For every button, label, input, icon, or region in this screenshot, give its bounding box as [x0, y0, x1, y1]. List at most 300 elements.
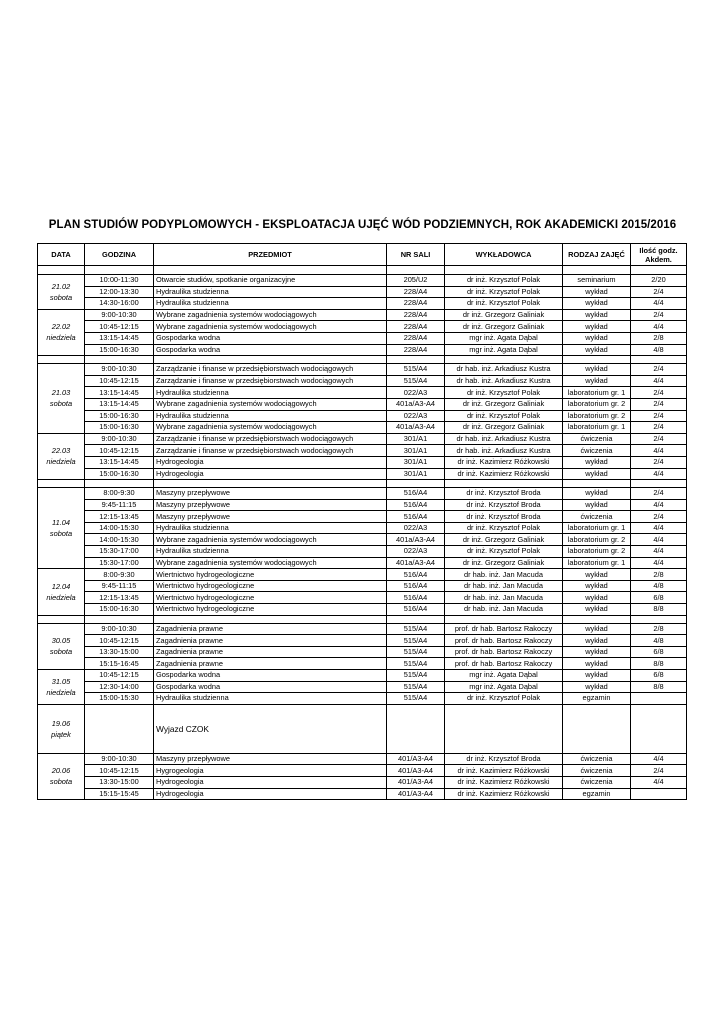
cell-wykladowca: prof. dr hab. Bartosz Rakoczy [445, 658, 563, 670]
weekday: niedziela [46, 687, 76, 697]
cell-ilosc-godzin: 4/4 [631, 375, 687, 387]
cell-godzina: 8:00-9:30 [85, 488, 154, 500]
cell-wykladowca [445, 704, 563, 753]
empty-cell [38, 356, 85, 364]
cell-wykladowca: dr hab. inż. Arkadiusz Kustra [445, 445, 563, 457]
date-cell [38, 704, 85, 753]
cell-wykladowca: dr inż. Grzegorz Galiniak [445, 422, 563, 434]
cell-nr-sali: 516/A4 [387, 569, 445, 581]
cell-godzina: 10:45-12:15 [85, 635, 154, 647]
date-cell [38, 309, 85, 355]
cell-nr-sali: 515/A4 [387, 693, 445, 705]
cell-rodzaj-zajec: wykład [563, 646, 631, 658]
weekday: niedziela [46, 333, 76, 343]
cell-wykladowca: dr hab. inż. Arkadiusz Kustra [445, 375, 563, 387]
cell-przedmiot: Hydraulika studzienna [154, 387, 387, 399]
cell-przedmiot: Gospodarka wodna [154, 344, 387, 356]
cell-wykladowca: dr inż. Grzegorz Galiniak [445, 398, 563, 410]
header-godzina: GODZINA [85, 244, 154, 266]
cell-wykladowca: dr inż. Krzysztof Polak [445, 693, 563, 705]
cell-nr-sali: 401/A3-A4 [387, 776, 445, 788]
cell-rodzaj-zajec: ćwiczenia [563, 765, 631, 777]
header-przedmiot: PRZEDMIOT [154, 244, 387, 266]
table-row [38, 364, 687, 376]
date-cell [38, 670, 85, 705]
empty-cell [445, 480, 563, 488]
date-cell [38, 364, 85, 434]
cell-ilosc-godzin: 4/4 [631, 546, 687, 558]
table-row [38, 646, 687, 658]
cell-ilosc-godzin: 6/8 [631, 646, 687, 658]
cell-przedmiot: Otwarcie studiów, spotkanie organizacyjne [154, 275, 387, 287]
cell-wykladowca: dr inż. Krzysztof Polak [445, 275, 563, 287]
cell-nr-sali: 228/A4 [387, 332, 445, 344]
weekday: niedziela [46, 457, 76, 467]
cell-ilosc-godzin: 2/4 [631, 488, 687, 500]
cell-ilosc-godzin [631, 693, 687, 705]
cell-rodzaj-zajec: wykład [563, 580, 631, 592]
cell-wykladowca: dr inż. Krzysztof Broda [445, 511, 563, 523]
cell-przedmiot: Hydraulika studzienna [154, 546, 387, 558]
cell-rodzaj-zajec: ćwiczenia [563, 433, 631, 445]
table-row [38, 387, 687, 399]
cell-godzina: 13:15-14:45 [85, 398, 154, 410]
cell-nr-sali: 401a/A3-A4 [387, 422, 445, 434]
cell-rodzaj-zajec: wykład [563, 456, 631, 468]
empty-cell [563, 615, 631, 623]
table-row [38, 398, 687, 410]
date-value: 21.02 [51, 281, 71, 291]
cell-przedmiot: Zarządzanie i finanse w przedsiębiorstwach wodociągowych [154, 433, 387, 445]
date-cell [38, 569, 85, 615]
cell-godzina: 14:30-16:00 [85, 298, 154, 310]
cell-ilosc-godzin: 2/8 [631, 623, 687, 635]
date-value: 20.06 [51, 766, 71, 776]
table-row [38, 522, 687, 534]
empty-cell [387, 480, 445, 488]
date-cell [38, 623, 85, 669]
header-row [38, 244, 687, 266]
table-row [38, 557, 687, 569]
cell-przedmiot: Zarządzanie i finanse w przedsiębiorstwach wodociągowych [154, 375, 387, 387]
cell-godzina: 15:30-17:00 [85, 557, 154, 569]
cell-rodzaj-zajec: wykład [563, 321, 631, 333]
cell-ilosc-godzin: 4/4 [631, 321, 687, 333]
cell-godzina: 10:45-12:15 [85, 321, 154, 333]
cell-przedmiot: Hydraulika studzienna [154, 693, 387, 705]
cell-ilosc-godzin: 6/8 [631, 670, 687, 682]
weekday: sobota [49, 529, 73, 539]
cell-godzina: 15:15-16:45 [85, 658, 154, 670]
cell-godzina: 12:00-13:30 [85, 286, 154, 298]
cell-rodzaj-zajec: egzamin [563, 788, 631, 800]
cell-ilosc-godzin: 2/4 [631, 765, 687, 777]
header-data: DATA [38, 244, 85, 266]
cell-wykladowca: dr inż. Krzysztof Polak [445, 286, 563, 298]
cell-rodzaj-zajec: wykład [563, 499, 631, 511]
cell-przedmiot: Wybrane zagadnienia systemów wodociągowych [154, 557, 387, 569]
cell-godzina: 13:30-15:00 [85, 646, 154, 658]
cell-nr-sali: 205/U2 [387, 275, 445, 287]
cell-godzina: 14:00-15:30 [85, 522, 154, 534]
cell-wykladowca: dr inż. Kazimierz Różkowski [445, 776, 563, 788]
cell-rodzaj-zajec: laboratorium gr. 2 [563, 546, 631, 558]
table-row [38, 422, 687, 434]
cell-nr-sali: 515/A4 [387, 375, 445, 387]
cell-rodzaj-zajec: egzamin [563, 693, 631, 705]
cell-rodzaj-zajec: laboratorium gr. 2 [563, 534, 631, 546]
cell-nr-sali: 516/A4 [387, 592, 445, 604]
empty-cell [387, 266, 445, 275]
cell-ilosc-godzin: 2/4 [631, 286, 687, 298]
cell-nr-sali: 022/A3 [387, 387, 445, 399]
weekday: niedziela [46, 592, 76, 602]
cell-nr-sali: 301/A1 [387, 433, 445, 445]
table-row [38, 635, 687, 647]
empty-cell [563, 356, 631, 364]
cell-rodzaj-zajec: wykład [563, 604, 631, 616]
table-row [38, 604, 687, 616]
cell-rodzaj-zajec: ćwiczenia [563, 511, 631, 523]
cell-ilosc-godzin: 4/4 [631, 499, 687, 511]
table-header [38, 244, 687, 266]
cell-przedmiot: Wybrane zagadnienia systemów wodociągowych [154, 422, 387, 434]
cell-nr-sali: 515/A4 [387, 364, 445, 376]
cell-wykladowca: mgr inż. Agata Dąbal [445, 670, 563, 682]
cell-godzina: 15:30-17:00 [85, 546, 154, 558]
cell-godzina: 9:45-11:15 [85, 580, 154, 592]
cell-godzina: 14:00-15:30 [85, 534, 154, 546]
cell-rodzaj-zajec: ćwiczenia [563, 776, 631, 788]
table-row [38, 693, 687, 705]
date-value: 21.03 [51, 388, 71, 398]
cell-ilosc-godzin: 8/8 [631, 604, 687, 616]
table-row [38, 776, 687, 788]
blank-row [38, 266, 687, 275]
empty-cell [387, 615, 445, 623]
cell-godzina: 15:00-16:30 [85, 468, 154, 480]
cell-wykladowca: dr inż. Grzegorz Galiniak [445, 534, 563, 546]
table-row [38, 445, 687, 457]
cell-godzina: 13:15-14:45 [85, 456, 154, 468]
cell-godzina: 10:00-11:30 [85, 275, 154, 287]
cell-nr-sali: 228/A4 [387, 344, 445, 356]
empty-cell [154, 356, 387, 364]
cell-nr-sali: 301/A1 [387, 468, 445, 480]
cell-ilosc-godzin: 4/4 [631, 298, 687, 310]
cell-nr-sali: 515/A4 [387, 681, 445, 693]
table-row [38, 569, 687, 581]
cell-przedmiot: Hydraulika studzienna [154, 286, 387, 298]
cell-godzina: 13:15-14:45 [85, 332, 154, 344]
cell-przedmiot: Gospodarka wodna [154, 332, 387, 344]
cell-godzina: 10:45-12:15 [85, 670, 154, 682]
cell-rodzaj-zajec: laboratorium gr. 1 [563, 387, 631, 399]
cell-przedmiot: Maszyny przepływowe [154, 753, 387, 765]
cell-godzina: 9:00-10:30 [85, 309, 154, 321]
cell-przedmiot: Zagadnienia prawne [154, 635, 387, 647]
cell-godzina: 10:45-12:15 [85, 375, 154, 387]
table-row [38, 704, 687, 753]
cell-rodzaj-zajec: wykład [563, 344, 631, 356]
empty-cell [85, 356, 154, 364]
empty-cell [85, 615, 154, 623]
cell-nr-sali: 401a/A3-A4 [387, 557, 445, 569]
cell-wykladowca: dr inż. Kazimierz Różkowski [445, 765, 563, 777]
cell-nr-sali: 401/A3-A4 [387, 753, 445, 765]
table-row [38, 286, 687, 298]
cell-nr-sali: 228/A4 [387, 298, 445, 310]
empty-cell [631, 615, 687, 623]
cell-przedmiot: Wybrane zagadnienia systemów wodociągowych [154, 398, 387, 410]
cell-przedmiot: Zagadnienia prawne [154, 623, 387, 635]
cell-wykladowca: dr inż. Grzegorz Galiniak [445, 557, 563, 569]
cell-przedmiot: Wiertnictwo hydrogeologiczne [154, 580, 387, 592]
cell-przedmiot: Hydrogeologia [154, 776, 387, 788]
cell-wykladowca: dr inż. Krzysztof Polak [445, 298, 563, 310]
cell-godzina: 13:30-15:00 [85, 776, 154, 788]
cell-godzina: 8:00-9:30 [85, 569, 154, 581]
cell-przedmiot: Hydrogeologia [154, 468, 387, 480]
cell-ilosc-godzin: 2/4 [631, 387, 687, 399]
cell-rodzaj-zajec: wykład [563, 468, 631, 480]
date-value: 22.02 [51, 322, 71, 332]
cell-godzina: 12:15-13:45 [85, 592, 154, 604]
empty-cell [563, 480, 631, 488]
cell-wykladowca: dr hab. inż. Arkadiusz Kustra [445, 364, 563, 376]
cell-nr-sali: 228/A4 [387, 321, 445, 333]
cell-godzina: 9:00-10:30 [85, 364, 154, 376]
date-value: 31.05 [51, 676, 71, 686]
cell-godzina: 15:00-16:30 [85, 410, 154, 422]
cell-rodzaj-zajec: wykład [563, 298, 631, 310]
cell-ilosc-godzin: 4/4 [631, 445, 687, 457]
cell-ilosc-godzin: 4/4 [631, 557, 687, 569]
cell-przedmiot: Gospodarka wodna [154, 681, 387, 693]
cell-rodzaj-zajec: laboratorium gr. 2 [563, 410, 631, 422]
cell-nr-sali: 022/A3 [387, 546, 445, 558]
table-row [38, 681, 687, 693]
schedule-table [37, 243, 687, 800]
cell-ilosc-godzin: 4/4 [631, 522, 687, 534]
date-value: 11.04 [52, 518, 70, 528]
cell-nr-sali: 228/A4 [387, 309, 445, 321]
header-wykladowca: WYKŁADOWCA [445, 244, 563, 266]
empty-cell [85, 266, 154, 275]
cell-godzina: 10:45-12:15 [85, 765, 154, 777]
table-row [38, 433, 687, 445]
cell-godzina: 13:15-14:45 [85, 387, 154, 399]
table-row [38, 753, 687, 765]
table-row [38, 298, 687, 310]
cell-nr-sali [387, 704, 445, 753]
cell-przedmiot: Zagadnienia prawne [154, 646, 387, 658]
table-row [38, 309, 687, 321]
cell-nr-sali: 401/A3-A4 [387, 765, 445, 777]
cell-wykladowca: dr inż. Krzysztof Polak [445, 522, 563, 534]
cell-wykladowca: dr hab. inż. Jan Macuda [445, 604, 563, 616]
cell-rodzaj-zajec: wykład [563, 375, 631, 387]
cell-rodzaj-zajec: laboratorium gr. 2 [563, 398, 631, 410]
page-title: PLAN STUDIÓW PODYPLOMOWYCH - EKSPLOATACJA UJĘĆ WÓD PODZIEMNYCH, ROK AKADEMICKI 2015/2016 [48, 219, 677, 231]
cell-ilosc-godzin [631, 704, 687, 753]
cell-godzina [85, 704, 154, 753]
cell-nr-sali: 301/A1 [387, 456, 445, 468]
cell-rodzaj-zajec: ćwiczenia [563, 445, 631, 457]
cell-ilosc-godzin: 2/20 [631, 275, 687, 287]
cell-przedmiot: Wiertnictwo hydrogeologiczne [154, 569, 387, 581]
date-cell [38, 488, 85, 569]
cell-rodzaj-zajec: wykład [563, 623, 631, 635]
cell-nr-sali: 401/A3-A4 [387, 788, 445, 800]
cell-wykladowca: dr inż. Kazimierz Różkowski [445, 788, 563, 800]
cell-ilosc-godzin: 4/4 [631, 534, 687, 546]
cell-wykladowca: dr inż. Krzysztof Polak [445, 387, 563, 399]
weekday: sobota [49, 777, 73, 787]
cell-wykladowca: dr inż. Kazimierz Różkowski [445, 468, 563, 480]
cell-nr-sali: 301/A1 [387, 445, 445, 457]
cell-wykladowca: prof. dr hab. Bartosz Rakoczy [445, 623, 563, 635]
table-row [38, 788, 687, 800]
table-body [38, 266, 687, 800]
cell-rodzaj-zajec [563, 704, 631, 753]
cell-wykladowca: mgr inż. Agata Dąbal [445, 332, 563, 344]
cell-rodzaj-zajec: wykład [563, 658, 631, 670]
table-row [38, 499, 687, 511]
cell-ilosc-godzin: 2/8 [631, 569, 687, 581]
cell-wykladowca: dr hab. inż. Jan Macuda [445, 569, 563, 581]
table-row [38, 344, 687, 356]
cell-wykladowca: prof. dr hab. Bartosz Rakoczy [445, 635, 563, 647]
cell-przedmiot: Hygrogeologia [154, 765, 387, 777]
cell-ilosc-godzin: 4/8 [631, 344, 687, 356]
empty-cell [38, 615, 85, 623]
header-ilosc-godzin: Ilość godz. Akdem. [631, 244, 687, 266]
cell-wykladowca: dr inż. Krzysztof Polak [445, 410, 563, 422]
date-value: 22.03 [51, 446, 71, 456]
separator-row [38, 356, 687, 364]
cell-nr-sali: 401a/A3-A4 [387, 534, 445, 546]
cell-godzina: 10:45-12:15 [85, 445, 154, 457]
cell-nr-sali: 516/A4 [387, 580, 445, 592]
cell-wykladowca: dr hab. inż. Jan Macuda [445, 580, 563, 592]
date-cell [38, 433, 85, 479]
cell-godzina: 15:00-16:30 [85, 604, 154, 616]
table-row [38, 623, 687, 635]
weekday: piątek [51, 729, 71, 739]
cell-przedmiot: Hydrogeologia [154, 456, 387, 468]
table-row [38, 580, 687, 592]
cell-ilosc-godzin: 2/4 [631, 511, 687, 523]
cell-nr-sali: 515/A4 [387, 670, 445, 682]
cell-godzina: 15:00-16:30 [85, 344, 154, 356]
table-row [38, 332, 687, 344]
cell-rodzaj-zajec: seminarium [563, 275, 631, 287]
separator-row [38, 480, 687, 488]
cell-ilosc-godzin: 2/4 [631, 410, 687, 422]
cell-rodzaj-zajec: wykład [563, 332, 631, 344]
cell-godzina: 12:30-14:00 [85, 681, 154, 693]
cell-rodzaj-zajec: ćwiczenia [563, 753, 631, 765]
cell-nr-sali: 516/A4 [387, 488, 445, 500]
separator-row [38, 615, 687, 623]
cell-nr-sali: 515/A4 [387, 635, 445, 647]
empty-cell [445, 266, 563, 275]
cell-rodzaj-zajec: wykład [563, 286, 631, 298]
cell-nr-sali: 022/A3 [387, 410, 445, 422]
cell-rodzaj-zajec: laboratorium gr. 1 [563, 522, 631, 534]
cell-rodzaj-zajec: wykład [563, 569, 631, 581]
cell-godzina: 15:15-15:45 [85, 788, 154, 800]
table-row [38, 534, 687, 546]
table-row [38, 321, 687, 333]
empty-cell [563, 266, 631, 275]
cell-przedmiot: Maszyny przepływowe [154, 488, 387, 500]
cell-przedmiot: Hydrogeologia [154, 788, 387, 800]
cell-wykladowca: dr inż. Kazimierz Różkowski [445, 456, 563, 468]
date-cell [38, 753, 85, 799]
cell-wykladowca: dr inż. Krzysztof Polak [445, 546, 563, 558]
table-row [38, 511, 687, 523]
empty-cell [154, 615, 387, 623]
cell-nr-sali: 516/A4 [387, 511, 445, 523]
empty-cell [631, 266, 687, 275]
cell-rodzaj-zajec: wykład [563, 670, 631, 682]
empty-cell [445, 356, 563, 364]
cell-nr-sali: 516/A4 [387, 499, 445, 511]
table-row [38, 456, 687, 468]
cell-godzina: 15:00-16:30 [85, 422, 154, 434]
cell-przedmiot: Maszyny przepływowe [154, 499, 387, 511]
cell-rodzaj-zajec: wykład [563, 309, 631, 321]
table-row [38, 670, 687, 682]
cell-wykladowca: dr inż. Krzysztof Broda [445, 753, 563, 765]
cell-ilosc-godzin: 2/4 [631, 364, 687, 376]
cell-nr-sali: 515/A4 [387, 623, 445, 635]
cell-godzina: 9:00-10:30 [85, 623, 154, 635]
table-row [38, 658, 687, 670]
cell-wykladowca: dr inż. Krzysztof Broda [445, 488, 563, 500]
date-value: 30.05 [51, 636, 71, 646]
cell-ilosc-godzin: 4/4 [631, 776, 687, 788]
cell-ilosc-godzin: 6/8 [631, 592, 687, 604]
cell-nr-sali: 401a/A3-A4 [387, 398, 445, 410]
cell-przedmiot: Wybrane zagadnienia systemów wodociągowych [154, 309, 387, 321]
empty-cell [445, 615, 563, 623]
cell-godzina: 9:00-10:30 [85, 753, 154, 765]
cell-ilosc-godzin: 4/8 [631, 580, 687, 592]
cell-nr-sali: 022/A3 [387, 522, 445, 534]
cell-ilosc-godzin: 8/8 [631, 658, 687, 670]
date-value: 12.04 [51, 581, 71, 591]
table-row [38, 410, 687, 422]
cell-przedmiot: Wiertnictwo hydrogeologiczne [154, 592, 387, 604]
cell-wykladowca: dr hab. inż. Arkadiusz Kustra [445, 433, 563, 445]
cell-ilosc-godzin: 2/4 [631, 433, 687, 445]
empty-cell [85, 480, 154, 488]
empty-cell [631, 480, 687, 488]
cell-ilosc-godzin: 2/4 [631, 309, 687, 321]
cell-ilosc-godzin: 2/4 [631, 456, 687, 468]
cell-przedmiot: Wybrane zagadnienia systemów wodociągowych [154, 534, 387, 546]
weekday: sobota [49, 399, 73, 409]
table-row [38, 488, 687, 500]
cell-nr-sali: 515/A4 [387, 658, 445, 670]
cell-ilosc-godzin [631, 788, 687, 800]
cell-przedmiot: Hydraulika studzienna [154, 522, 387, 534]
weekday: sobota [49, 647, 73, 657]
cell-przedmiot: Zarządzanie i finanse w przedsiębiorstwach wodociągowych [154, 364, 387, 376]
